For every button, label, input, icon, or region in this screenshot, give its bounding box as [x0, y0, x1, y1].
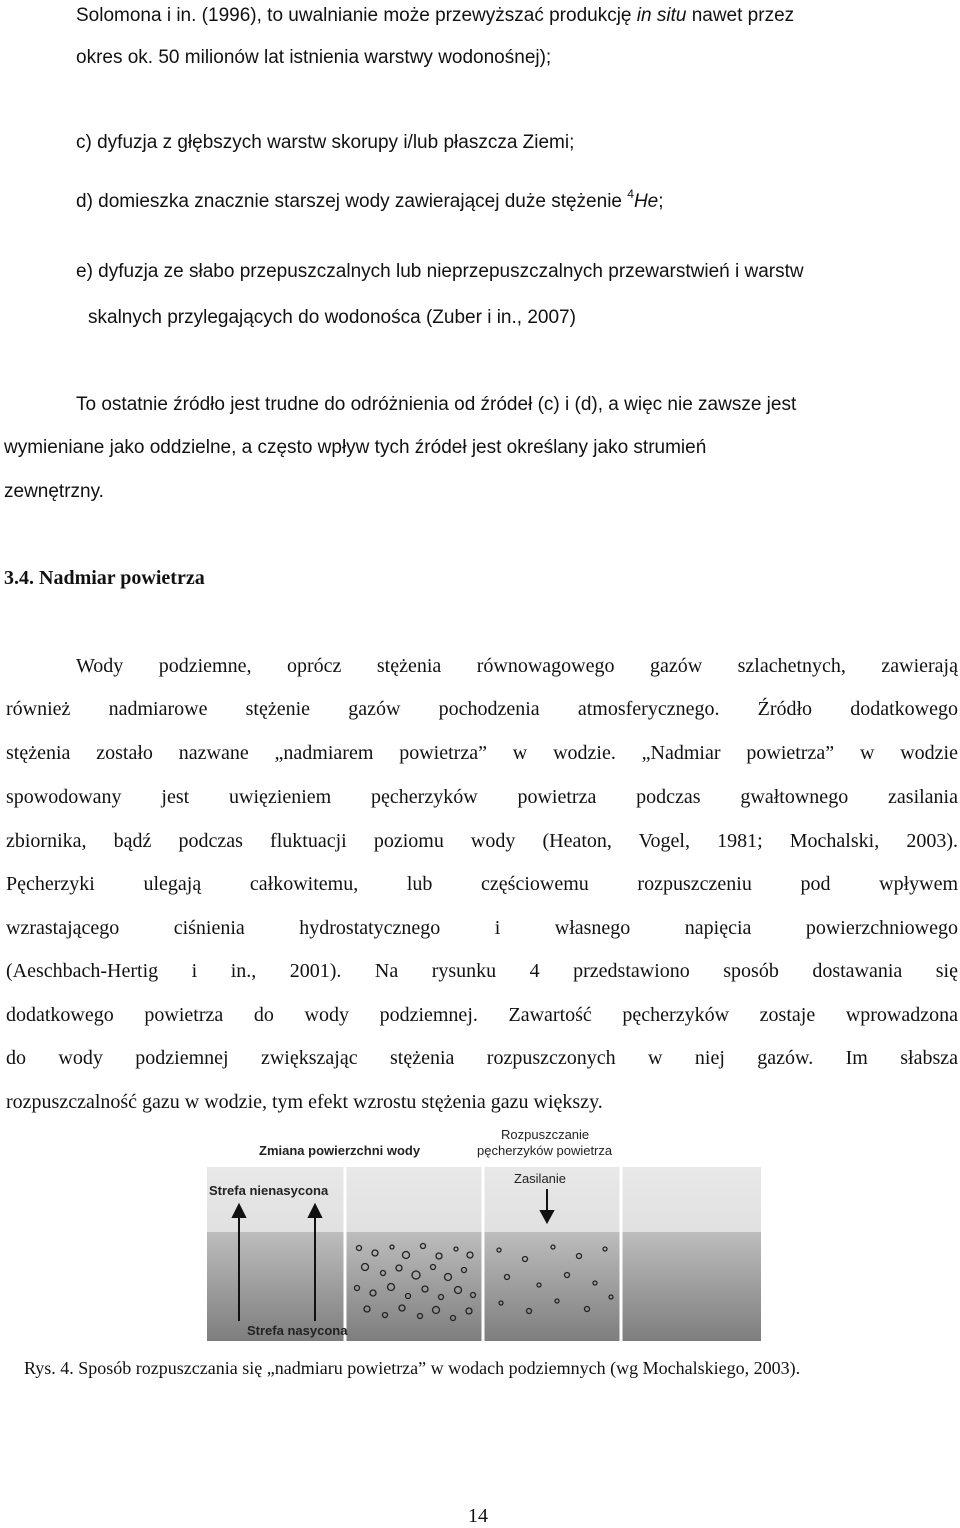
paragraph-2-line-2: również nadmiarowe stężenie gazów pochodzenia atmosferycznego. Źródło dodatkowego — [6, 698, 958, 720]
figure-diagram — [207, 1125, 761, 1341]
label-unsaturated-zone: Strefa nienasycona — [209, 1183, 329, 1198]
text-line-1: Solomona i in. (1996), to uwalnianie może przewyższać produkcję in situ nawet przez — [76, 5, 795, 26]
paragraph-2-line-3: stężenia zostało nazwane „nadmiarem powietrza” w wodzie. „Nadmiar powietrza” w wodzie — [6, 742, 958, 764]
paragraph-2-line-5: zbiornika, bądź podczas fluktuacji poziomu wody (Heaton, Vogel, 1981; Mochalski, 2003). — [6, 830, 958, 852]
list-item-d: d) domieszka znacznie starszej wody zawierającej duże stężenie $^4$He; — [76, 187, 664, 212]
text-line-2: okres ok. 50 milionów lat istnienia warstwy wodonośnej); — [76, 47, 552, 68]
paragraph-1-line-3: zewnętrzny. — [4, 481, 104, 502]
label-bubble-dissolution-1: Rozpuszczanie — [501, 1127, 590, 1142]
list-item-e: e) dyfuzja ze słabo przepuszczalnych lub nieprzepuszczalnych przewarstwień i warstw — [76, 261, 804, 282]
panel-2-water — [345, 1232, 483, 1341]
label-bubble-dissolution-2: pęcherzyków powietrza — [477, 1143, 613, 1158]
page-number: 14 — [468, 1505, 488, 1527]
paragraph-2-line-6: Pęcherzyki ulegają całkowitemu, lub częściowemu rozpuszczeniu pod wpływem — [6, 873, 958, 895]
paragraph-2-line-9: dodatkowego powietrza do wody podziemnej. Zawartość pęcherzyków zostaje wprowadzona — [6, 1004, 958, 1026]
paragraph-2-line-7: wzrastającego ciśnienia hydrostatycznego i własnego napięcia powierzchniowego — [6, 917, 958, 939]
figure-caption: Rys. 4. Sposób rozpuszczania się „nadmiaru powietrza” w wodach podziemnych (wg Mochalskiego, 2003). — [24, 1358, 801, 1378]
section-heading: 3.4. Nadmiar powietrza — [4, 567, 205, 589]
label-water-level-change: Zmiana powierzchni wody — [259, 1143, 421, 1158]
paragraph-2-line-11: rozpuszczalność gazu w wodzie, tym efekt wzrostu stężenia gazu większy. — [6, 1091, 603, 1113]
label-recharge: Zasilanie — [514, 1171, 567, 1186]
paragraph-1-line-2: wymieniane jako oddzielne, a często wpływ tych źródeł jest określany jako strumień — [4, 437, 707, 458]
paragraph-2-line-10: do wody podziemnej zwiększając stężenia rozpuszczonych w niej gazów. Im słabsza — [6, 1047, 958, 1069]
paragraph-1-line-1: To ostatnie źródło jest trudne do odróżnienia od źródeł (c) i (d), a więc nie zawsze jest — [76, 394, 797, 415]
list-item-c: c) dyfuzja z głębszych warstw skorupy i/lub płaszcza Ziemi; — [76, 132, 575, 153]
figure-air-excess — [207, 1125, 761, 1341]
paragraph-2-line-8: (Aeschbach-Hertig i in., 2001). Na rysunku 4 przedstawiono sposób dostawania się — [6, 960, 958, 982]
panel-4-water — [621, 1232, 761, 1341]
label-saturated-zone: Strefa nasycona — [247, 1323, 348, 1338]
paragraph-2-line-1: Wody podziemne, oprócz stężenia równowagowego gazów szlachetnych, zawierają — [76, 655, 958, 677]
list-item-e-cont: skalnych przylegających do wodonośca (Zuber i in., 2007) — [88, 307, 576, 328]
paragraph-2-line-4: spowodowany jest uwięzieniem pęcherzyków powietrza podczas gwałtownego zasilania — [6, 786, 958, 808]
